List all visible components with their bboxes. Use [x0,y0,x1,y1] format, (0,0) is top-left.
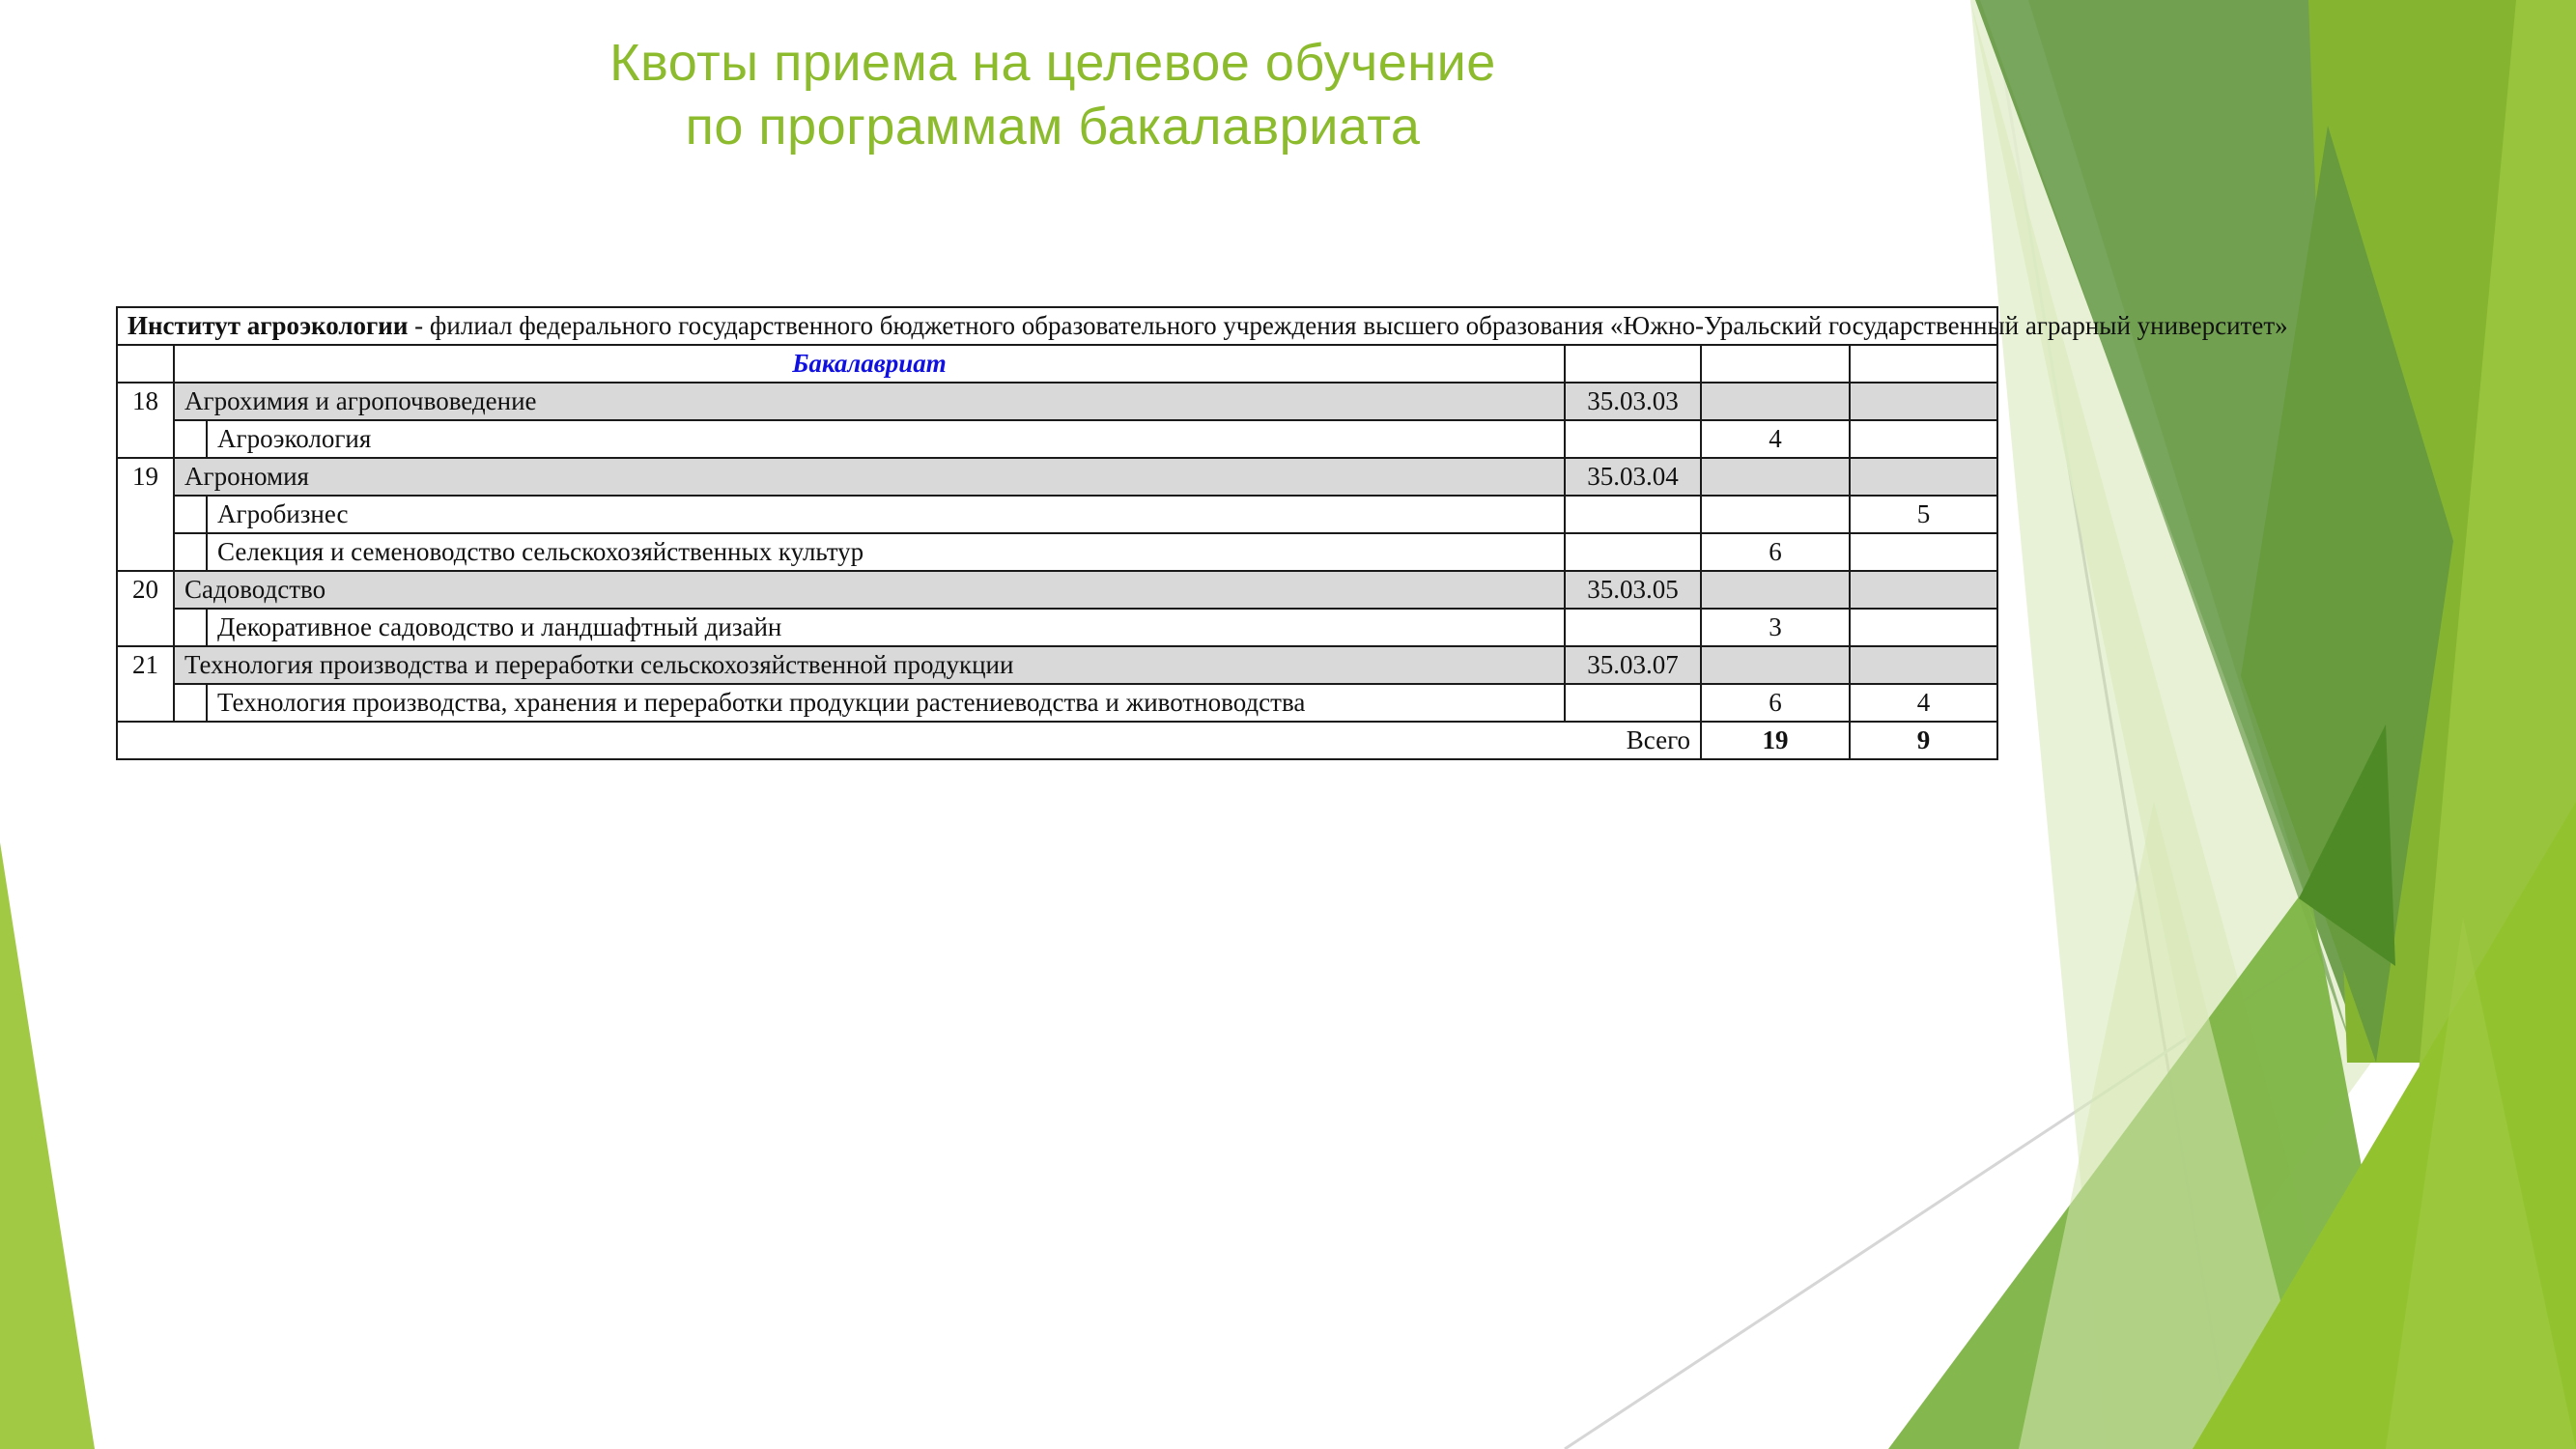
profile-row [117,533,1997,571]
total-value-b: 9 [1850,722,1997,759]
direction-number: 18 [117,383,174,458]
empty-cell [174,684,207,722]
profile-row [117,684,1997,722]
slide-title-line-1: Квоты приема на целевое обучение [609,34,1496,92]
direction-row [117,571,1997,609]
total-value-a: 19 [1701,722,1850,759]
direction-code: 35.03.04 [1565,458,1701,496]
profile-name: Агроэкология [207,420,1565,458]
empty-cell [174,609,207,646]
quota-value-a: 6 [1701,684,1850,722]
total-row [117,722,1997,759]
empty-cell [1565,496,1701,533]
direction-name: Агрономия [174,458,1565,496]
empty-cell [1701,458,1850,496]
quota-value-a: 4 [1701,420,1850,458]
quota-value-b [1850,533,1997,571]
level-row [117,345,1997,383]
direction-code: 35.03.03 [1565,383,1701,420]
profile-row [117,609,1997,646]
quota-value-a [1701,496,1850,533]
institution-cell [117,307,2288,345]
direction-name: Садоводство [174,571,1565,609]
level-label: Бакалавриат [174,345,1565,383]
quota-table [116,306,2288,760]
profile-row [117,420,1997,458]
direction-name: Технология производства и переработки сельскохозяйственной продукции [174,646,1565,684]
empty-cell [1565,684,1701,722]
total-label: Всего [117,722,1701,759]
empty-cell [1850,458,1997,496]
direction-number: 21 [117,646,174,722]
empty-cell [174,420,207,458]
quota-value-b [1850,420,1997,458]
empty-cell [1701,646,1850,684]
empty-cell [1565,609,1701,646]
empty-cell [174,533,207,571]
quota-value-a: 6 [1701,533,1850,571]
empty-cell [1850,383,1997,420]
empty-cell [1850,345,1997,383]
direction-row [117,646,1997,684]
left-green-sliver [0,842,95,1449]
profile-name: Технология производства, хранения и переработки продукции растениеводства и животноводства [207,684,1565,722]
institution-row [117,307,1997,345]
profile-row [117,496,1997,533]
direction-number: 20 [117,571,174,646]
empty-cell [1565,533,1701,571]
empty-cell [1565,345,1701,383]
direction-code: 35.03.05 [1565,571,1701,609]
empty-cell [1850,571,1997,609]
empty-cell [1701,383,1850,420]
quota-value-b [1850,609,1997,646]
direction-row [117,383,1997,420]
empty-cell [1850,646,1997,684]
profile-name: Селекция и семеноводство сельскохозяйственных культур [207,533,1565,571]
institution-name: Институт агроэкологии [127,311,409,340]
empty-cell [117,345,174,383]
profile-name: Декоративное садоводство и ландшафтный дизайн [207,609,1565,646]
quota-value-b: 4 [1850,684,1997,722]
slide-title [0,31,2106,158]
empty-cell [1701,345,1850,383]
slide-title-line-2: по программам бакалавриата [685,98,1421,156]
empty-cell [1701,571,1850,609]
direction-name: Агрохимия и агропочвоведение [174,383,1565,420]
quota-value-b: 5 [1850,496,1997,533]
profile-name: Агробизнес [207,496,1565,533]
direction-code: 35.03.07 [1565,646,1701,684]
quota-value-a: 3 [1701,609,1850,646]
institution-description: - филиал федерального государственного бюджетного образовательного учреждения высшего образования «Южно-Уральский государственный аграрный университет» [408,311,2288,340]
empty-cell [174,496,207,533]
direction-row [117,458,1997,496]
empty-cell [1565,420,1701,458]
direction-number: 19 [117,458,174,571]
